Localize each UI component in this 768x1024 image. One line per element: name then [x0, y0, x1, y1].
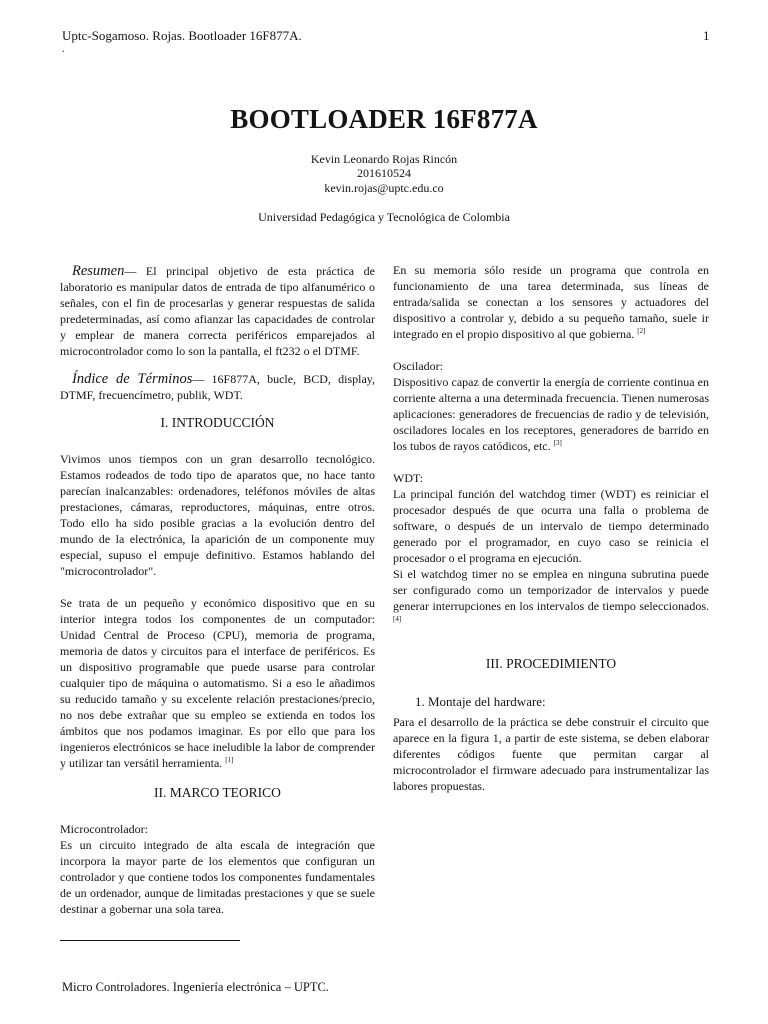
intro-paragraph-1: Vivimos unos tiempos con un gran desarrollo tecnológico. Estamos rodeados de todo tipo de aparatos que, no hace tanto parecían inalcanzables: ordenadores, teléfonos móviles de altas prestaciones, cámaras, reproductores, máquinas, entre otros. Todo ello ha sido posible gracias a la evolución dentro del mundo de la electrónica, la aparición de un componente muy especial, supuso el empuje definitivo. Estamos hablando del "microcontrolador".	[60, 452, 375, 578]
page-footer: Micro Controladores. Ingeniería electrónica – UPTC.	[62, 980, 329, 994]
microcontrolador-text: Es un circuito integrado de alta escala de integración que incorpora la mayor parte de los elementos que configuran un controlador y que contiene todos los componentes fundamentales de un ordenador, aunque de limitadas prestaciones y que se suele destinar a gobernar una sola tarea.	[60, 838, 375, 916]
index-terms	[60, 371, 375, 403]
intro-paragraph-2	[60, 595, 375, 771]
author-name: Kevin Leonardo Rojas Rincón	[310, 152, 458, 166]
index-terms-text: 16F877A, bucle, BCD, display, DTMF, frecuencímetro, publik, WDT.	[60, 372, 375, 402]
wdt-label: WDT:	[393, 471, 424, 485]
abstract	[60, 263, 375, 359]
index-terms-label: Índice de Términos	[72, 371, 193, 387]
right-column	[393, 262, 709, 794]
subheading-montaje-hardware: 1. Montaje del hardware:	[415, 694, 546, 709]
procedimiento-text: Para el desarrollo de la práctica se debe construir el circuito que aparece en la figura 1, a partir de este sistema, se deben elaborar diferentes códigos fuente que permitan cargar al microcontrolador el firmware adecuado para instrumentalizar las labores propuestas.	[393, 715, 709, 793]
citation-1: [1]	[225, 756, 234, 764]
microcontrolador-label: Microcontrolador:	[60, 822, 148, 836]
abstract-label: Resumen	[72, 263, 125, 279]
author-affiliation: Universidad Pedagógica y Tecnológica de Colombia	[258, 210, 510, 224]
header-dot: .	[62, 44, 65, 55]
memory-text: En su memoria sólo reside un programa que controla en funcionamiento de una tarea determinada, sus líneas de entrada/salida se conectan a los sensores y actuadores del dispositivo a controlar y, debido a su pequeño tamaño, suele ir integrado en el propio dispositivo al que gobierna.	[393, 263, 709, 341]
citation-3: [3]	[553, 439, 562, 447]
paper-title: BOOTLOADER 16F877A	[230, 104, 538, 134]
abstract-text: El principal objetivo de esta práctica de laboratorio es manipular datos de entrada de tipo alfanumérico o señales, con el fin de procesarlas y generar respuestas de salida predeterminadas, así como afianzar las capacidades de controlar y emplear de manera correcta periféricos emparejados al microcontrolador como lo son la pantalla, el ft232 o el DTMF.	[60, 264, 375, 358]
page-number: 1	[703, 28, 710, 43]
wdt-paragraph-2	[393, 566, 709, 630]
memory-paragraph	[393, 262, 709, 342]
oscilador-paragraph	[393, 374, 709, 454]
oscilador-label: Oscilador:	[393, 359, 443, 373]
section-heading-procedimiento: III. PROCEDIMIENTO	[485, 656, 617, 671]
citation-2: [2]	[637, 327, 646, 335]
left-column	[60, 263, 375, 917]
oscilador-text: Dispositivo capaz de convertir la energía de corriente continua en corriente alterna a una determinada frecuencia. Tienen numerosas aplicaciones: generadores de frecuencias de radio y de televisión, osciladores locales en los receptores, generadores de barrido en los tubos de rayos catódicos, etc.	[393, 375, 709, 453]
author-email: kevin.rojas@uptc.edu.co	[324, 181, 444, 195]
running-header: Uptc-Sogamoso. Rojas. Bootloader 16F877A.	[62, 28, 302, 43]
abstract-dash: —	[124, 264, 137, 278]
index-terms-dash: —	[192, 372, 205, 386]
citation-4: [4]	[393, 615, 402, 623]
footnote-rule	[60, 940, 240, 941]
author-id: 201610524	[357, 166, 411, 180]
wdt-paragraph-1: La principal función del watchdog timer (WDT) es reiniciar el procesador después de que ocurra una falla o problema de software, o después de un intervalo de tiempo determinado generado por el programador, en cuyo caso se reinicia el procesador o el programa en ejecución.	[393, 487, 709, 565]
section-heading-introduccion: I. INTRODUCCIÓN	[160, 415, 275, 430]
section-heading-marco-teorico: II. MARCO TEORICO	[154, 785, 281, 800]
intro-paragraph-2-text: Se trata de un pequeño y económico dispositivo que en su interior integra todos los componentes de un computador: Unidad Central de Proceso (CPU), memoria de programa, memoria de datos y circuitos para el interface de periféricos. Es un dispositivo programable que puede usarse para controlar cualquier tipo de máquina o automatismo. Si a eso le añadimos su reducido tamaño y su excelente relación prestaciones/precio, no nos debe extrañar que su empleo se extienda en todos los ámbitos que nos podamos imaginar. Es por ello que para los ingenieros electrónicos se hace ineludible la labor de comprender y utilizar tan versátil herramienta.	[60, 596, 375, 770]
wdt-text-2: Si el watchdog timer no se emplea en ninguna subrutina puede ser configurado como un temporizador de intervalos y puede generar interrupciones en los intervalos de tiempo seleccionados.	[393, 567, 709, 613]
